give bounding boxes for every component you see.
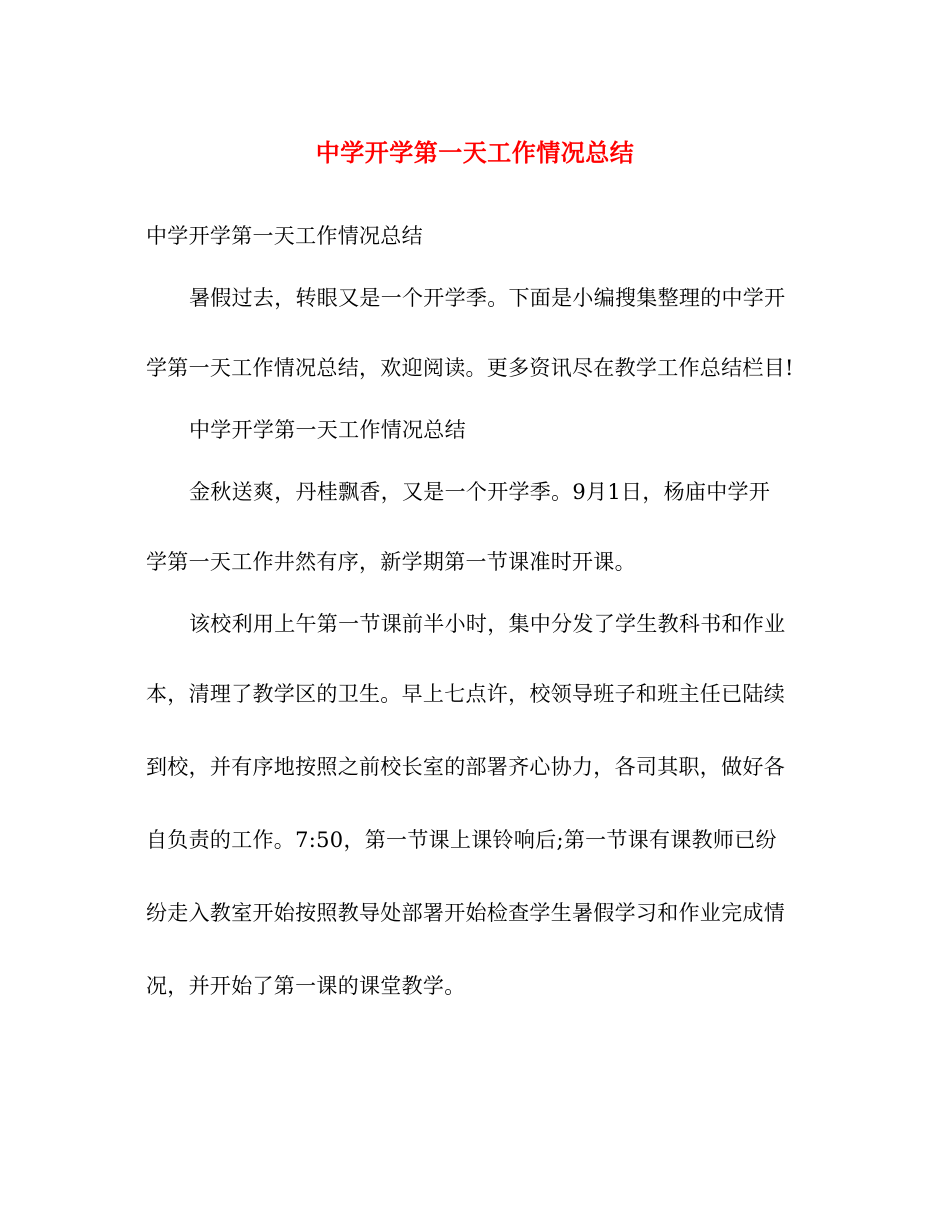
paragraph-line: 本，清理了教学区的卫生。早上七点许，校领导班子和班主任已陆续 — [146, 682, 785, 706]
paragraph-line: 金秋送爽，丹桂飘香，又是一个开学季。9月1日，杨庙中学开 — [189, 480, 771, 504]
paragraph-line: 纷走入教室开始按照教导处部署开始检查学生暑假学习和作业完成情 — [146, 901, 785, 925]
paragraph-line: 况，并开始了第一课的课堂教学。 — [146, 974, 466, 998]
section-heading-line: 中学开学第一天工作情况总结 — [189, 418, 466, 442]
document-title: 中学开学第一天工作情况总结 — [315, 138, 635, 167]
paragraph-line: 学第一天工作井然有序，新学期第一节课准时开课。 — [146, 550, 636, 574]
paragraph-line: 自负责的工作。7:50，第一节课上课铃响后;第一节课有课教师已纷 — [146, 828, 777, 852]
subtitle-line: 中学开学第一天工作情况总结 — [146, 224, 423, 248]
paragraph-line: 暑假过去，转眼又是一个开学季。下面是小编搜集整理的中学开 — [189, 286, 786, 310]
paragraph-line: 该校利用上午第一节课前半小时，集中分发了学生教科书和作业 — [189, 612, 786, 636]
paragraph-line: 学第一天工作情况总结，欢迎阅读。更多资讯尽在教学工作总结栏目! — [146, 356, 794, 380]
paragraph-line: 到校，并有序地按照之前校长室的部署齐心协力，各司其职，做好各 — [146, 755, 785, 779]
